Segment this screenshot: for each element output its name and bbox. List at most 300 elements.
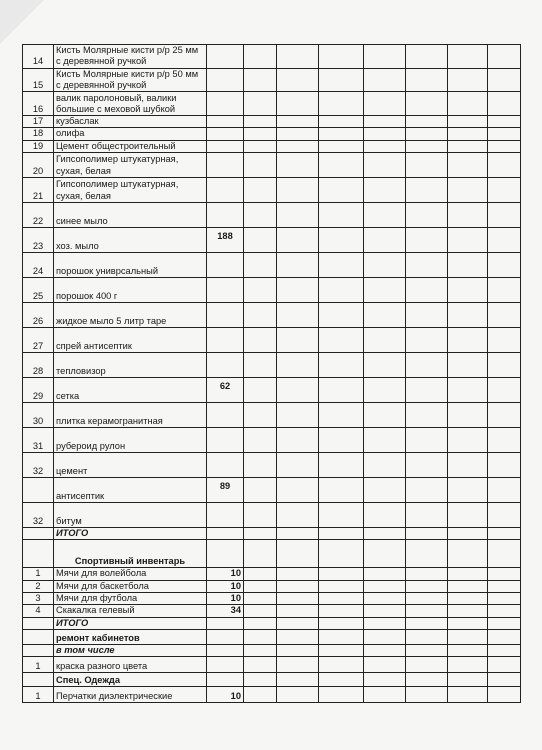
empty-cell — [448, 116, 488, 128]
item-name: краска разного цвета — [54, 657, 207, 673]
row-number — [23, 644, 54, 656]
empty-cell — [244, 687, 277, 703]
empty-cell — [448, 353, 488, 378]
item-quantity — [207, 68, 244, 92]
table-row — [23, 503, 521, 528]
item-name: Гипсополимер штукатурная, сухая, белая — [54, 153, 207, 178]
item-name: Гипсополимер штукатурная, сухая, белая — [54, 178, 207, 203]
empty-cell — [448, 128, 488, 140]
empty-cell — [319, 687, 364, 703]
item-quantity — [207, 617, 244, 629]
empty-cell — [488, 503, 521, 528]
item-quantity — [207, 128, 244, 140]
empty-cell — [406, 228, 448, 253]
empty-cell — [319, 228, 364, 253]
empty-cell — [244, 378, 277, 403]
item-name: кузбаслак — [54, 116, 207, 128]
empty-cell — [319, 657, 364, 673]
item-quantity — [207, 353, 244, 378]
item-quantity: 89 — [207, 478, 244, 503]
empty-cell — [319, 617, 364, 629]
empty-cell — [406, 278, 448, 303]
empty-cell — [364, 403, 406, 428]
empty-cell — [319, 128, 364, 140]
empty-cell — [448, 140, 488, 152]
item-name: олифа — [54, 128, 207, 140]
empty-cell — [244, 353, 277, 378]
empty-cell — [488, 140, 521, 152]
empty-cell — [277, 540, 319, 568]
empty-cell — [364, 657, 406, 673]
item-name: Мячи для баскетбола — [54, 580, 207, 592]
total-label: ИТОГО — [54, 528, 207, 540]
item-name: спрей антисептик — [54, 328, 207, 353]
empty-cell — [319, 592, 364, 604]
empty-cell — [488, 153, 521, 178]
empty-cell — [448, 378, 488, 403]
item-quantity — [207, 303, 244, 328]
row-number: 1 — [23, 657, 54, 673]
empty-cell — [448, 153, 488, 178]
empty-cell — [448, 303, 488, 328]
empty-cell — [406, 617, 448, 629]
empty-cell — [364, 453, 406, 478]
empty-cell — [488, 203, 521, 228]
empty-cell — [364, 687, 406, 703]
empty-cell — [277, 687, 319, 703]
row-number — [23, 629, 54, 644]
table-row — [23, 644, 521, 656]
row-number: 24 — [23, 253, 54, 278]
table-row — [23, 128, 521, 140]
item-quantity — [207, 253, 244, 278]
table-row — [23, 68, 521, 92]
table-row — [23, 378, 521, 403]
table-row — [23, 228, 521, 253]
row-number: 15 — [23, 68, 54, 92]
empty-cell — [244, 673, 277, 687]
empty-cell — [364, 540, 406, 568]
empty-cell — [488, 378, 521, 403]
empty-cell — [277, 203, 319, 228]
empty-cell — [448, 92, 488, 116]
empty-cell — [488, 478, 521, 503]
item-quantity — [207, 92, 244, 116]
empty-cell — [488, 428, 521, 453]
empty-cell — [244, 657, 277, 673]
empty-cell — [319, 68, 364, 92]
inventory-table — [22, 44, 521, 703]
item-quantity: 10 — [207, 592, 244, 604]
row-number: 20 — [23, 153, 54, 178]
empty-cell — [448, 657, 488, 673]
item-name: синее мыло — [54, 203, 207, 228]
empty-cell — [364, 153, 406, 178]
empty-cell — [406, 353, 448, 378]
empty-cell — [406, 92, 448, 116]
empty-cell — [406, 68, 448, 92]
empty-cell — [488, 528, 521, 540]
item-quantity — [207, 657, 244, 673]
empty-cell — [488, 228, 521, 253]
empty-cell — [319, 140, 364, 152]
empty-cell — [488, 644, 521, 656]
empty-cell — [448, 617, 488, 629]
empty-cell — [277, 592, 319, 604]
empty-cell — [364, 428, 406, 453]
row-number: 1 — [23, 687, 54, 703]
row-number: 1 — [23, 568, 54, 580]
empty-cell — [406, 178, 448, 203]
empty-cell — [244, 629, 277, 644]
empty-cell — [488, 617, 521, 629]
empty-cell — [244, 92, 277, 116]
empty-cell — [244, 592, 277, 604]
empty-cell — [406, 629, 448, 644]
empty-cell — [364, 140, 406, 152]
empty-cell — [364, 629, 406, 644]
row-number: 18 — [23, 128, 54, 140]
item-quantity — [207, 644, 244, 656]
empty-cell — [277, 92, 319, 116]
folded-corner — [0, 0, 44, 44]
empty-cell — [244, 303, 277, 328]
empty-cell — [319, 153, 364, 178]
section-title: ремонт кабинетов — [54, 629, 207, 644]
item-quantity — [207, 278, 244, 303]
empty-cell — [406, 657, 448, 673]
row-number: 26 — [23, 303, 54, 328]
empty-cell — [364, 203, 406, 228]
table-row — [23, 453, 521, 478]
item-name: порошок 400 г — [54, 278, 207, 303]
empty-cell — [448, 605, 488, 617]
empty-cell — [406, 503, 448, 528]
item-name: валик паролоновый, валики большие с меховой шубкой — [54, 92, 207, 116]
total-label: ИТОГО — [54, 617, 207, 629]
empty-cell — [364, 644, 406, 656]
table-row — [23, 629, 521, 644]
empty-cell — [488, 453, 521, 478]
empty-cell — [488, 673, 521, 687]
empty-cell — [277, 253, 319, 278]
item-quantity — [207, 503, 244, 528]
empty-cell — [277, 116, 319, 128]
empty-cell — [277, 303, 319, 328]
empty-cell — [448, 687, 488, 703]
section-title: Спортивный инвентарь — [54, 540, 207, 568]
empty-cell — [277, 68, 319, 92]
empty-cell — [277, 568, 319, 580]
empty-cell — [488, 128, 521, 140]
item-name: порошок униврсальный — [54, 253, 207, 278]
empty-cell — [277, 657, 319, 673]
empty-cell — [277, 153, 319, 178]
item-name: рубероид рулон — [54, 428, 207, 453]
empty-cell — [448, 568, 488, 580]
empty-cell — [364, 328, 406, 353]
empty-cell — [319, 580, 364, 592]
empty-cell — [406, 592, 448, 604]
row-number: 28 — [23, 353, 54, 378]
empty-cell — [406, 116, 448, 128]
empty-cell — [277, 673, 319, 687]
empty-cell — [406, 253, 448, 278]
row-number: 16 — [23, 92, 54, 116]
row-number: 32 — [23, 503, 54, 528]
empty-cell — [244, 605, 277, 617]
item-name: Мячи для волейбола — [54, 568, 207, 580]
item-quantity: 34 — [207, 605, 244, 617]
empty-cell — [319, 328, 364, 353]
table-row — [23, 140, 521, 152]
empty-cell — [448, 540, 488, 568]
row-number: 21 — [23, 178, 54, 203]
empty-cell — [406, 45, 448, 69]
item-quantity — [207, 178, 244, 203]
empty-cell — [488, 178, 521, 203]
empty-cell — [406, 605, 448, 617]
empty-cell — [448, 428, 488, 453]
empty-cell — [244, 140, 277, 152]
subsection-label: в том числе — [54, 644, 207, 656]
empty-cell — [448, 253, 488, 278]
table-row — [23, 580, 521, 592]
empty-cell — [277, 453, 319, 478]
row-number: 32 — [23, 453, 54, 478]
table-row — [23, 178, 521, 203]
empty-cell — [406, 328, 448, 353]
item-name: Мячи для футбола — [54, 592, 207, 604]
table-row — [23, 116, 521, 128]
empty-cell — [277, 644, 319, 656]
empty-cell — [488, 657, 521, 673]
row-number — [23, 540, 54, 568]
item-quantity — [207, 528, 244, 540]
empty-cell — [244, 428, 277, 453]
empty-cell — [448, 278, 488, 303]
row-number: 25 — [23, 278, 54, 303]
empty-cell — [277, 353, 319, 378]
empty-cell — [406, 378, 448, 403]
empty-cell — [364, 605, 406, 617]
empty-cell — [448, 203, 488, 228]
empty-cell — [448, 503, 488, 528]
table-row — [23, 303, 521, 328]
empty-cell — [244, 568, 277, 580]
empty-cell — [244, 278, 277, 303]
item-name: Цемент общестроительный — [54, 140, 207, 152]
empty-cell — [488, 629, 521, 644]
empty-cell — [488, 403, 521, 428]
empty-cell — [319, 378, 364, 403]
empty-cell — [488, 540, 521, 568]
empty-cell — [319, 353, 364, 378]
empty-cell — [448, 644, 488, 656]
empty-cell — [406, 580, 448, 592]
empty-cell — [448, 580, 488, 592]
item-quantity — [207, 629, 244, 644]
empty-cell — [244, 128, 277, 140]
empty-cell — [364, 303, 406, 328]
empty-cell — [364, 68, 406, 92]
item-quantity — [207, 453, 244, 478]
empty-cell — [244, 644, 277, 656]
empty-cell — [244, 453, 277, 478]
table-row — [23, 528, 521, 540]
empty-cell — [244, 540, 277, 568]
item-name: цемент — [54, 453, 207, 478]
item-name: битум — [54, 503, 207, 528]
empty-cell — [244, 45, 277, 69]
empty-cell — [277, 580, 319, 592]
table-row — [23, 328, 521, 353]
empty-cell — [406, 303, 448, 328]
empty-cell — [319, 629, 364, 644]
empty-cell — [406, 140, 448, 152]
item-name: плитка керамогранитная — [54, 403, 207, 428]
empty-cell — [364, 580, 406, 592]
empty-cell — [277, 128, 319, 140]
empty-cell — [319, 540, 364, 568]
empty-cell — [406, 453, 448, 478]
empty-cell — [319, 403, 364, 428]
empty-cell — [244, 178, 277, 203]
empty-cell — [319, 453, 364, 478]
empty-cell — [364, 128, 406, 140]
empty-cell — [406, 428, 448, 453]
section-title: Спец. Одежда — [54, 673, 207, 687]
empty-cell — [319, 605, 364, 617]
item-quantity: 10 — [207, 568, 244, 580]
item-quantity — [207, 428, 244, 453]
row-number: 22 — [23, 203, 54, 228]
row-number — [23, 617, 54, 629]
empty-cell — [319, 478, 364, 503]
empty-cell — [364, 228, 406, 253]
empty-cell — [488, 580, 521, 592]
empty-cell — [488, 353, 521, 378]
table-row — [23, 203, 521, 228]
item-quantity — [207, 153, 244, 178]
empty-cell — [364, 503, 406, 528]
empty-cell — [406, 478, 448, 503]
empty-cell — [277, 503, 319, 528]
item-name: Перчатки диэлектрические — [54, 687, 207, 703]
table-row — [23, 673, 521, 687]
item-name: антисептик — [54, 478, 207, 503]
empty-cell — [488, 303, 521, 328]
row-number: 27 — [23, 328, 54, 353]
empty-cell — [364, 178, 406, 203]
empty-cell — [364, 353, 406, 378]
empty-cell — [277, 278, 319, 303]
empty-cell — [319, 203, 364, 228]
empty-cell — [364, 92, 406, 116]
empty-cell — [319, 178, 364, 203]
row-number: 14 — [23, 45, 54, 69]
empty-cell — [488, 278, 521, 303]
table-row — [23, 540, 521, 568]
empty-cell — [277, 605, 319, 617]
empty-cell — [319, 278, 364, 303]
empty-cell — [488, 328, 521, 353]
empty-cell — [448, 629, 488, 644]
table-row — [23, 617, 521, 629]
empty-cell — [277, 328, 319, 353]
empty-cell — [319, 303, 364, 328]
empty-cell — [244, 580, 277, 592]
table-row — [23, 353, 521, 378]
table-row — [23, 278, 521, 303]
empty-cell — [448, 403, 488, 428]
empty-cell — [406, 128, 448, 140]
empty-cell — [364, 378, 406, 403]
item-quantity: 62 — [207, 378, 244, 403]
empty-cell — [488, 592, 521, 604]
item-quantity — [207, 540, 244, 568]
empty-cell — [244, 153, 277, 178]
empty-cell — [488, 253, 521, 278]
empty-cell — [488, 68, 521, 92]
row-number: 30 — [23, 403, 54, 428]
empty-cell — [448, 478, 488, 503]
table-row — [23, 253, 521, 278]
empty-cell — [319, 253, 364, 278]
item-name: сетка — [54, 378, 207, 403]
empty-cell — [448, 178, 488, 203]
table-row — [23, 478, 521, 503]
empty-cell — [448, 45, 488, 69]
empty-cell — [488, 92, 521, 116]
table-row — [23, 605, 521, 617]
empty-cell — [319, 92, 364, 116]
row-number — [23, 478, 54, 503]
item-name: хоз. мыло — [54, 228, 207, 253]
empty-cell — [448, 453, 488, 478]
empty-cell — [364, 673, 406, 687]
empty-cell — [277, 228, 319, 253]
empty-cell — [244, 203, 277, 228]
item-quantity: 10 — [207, 687, 244, 703]
empty-cell — [488, 568, 521, 580]
empty-cell — [244, 617, 277, 629]
empty-cell — [364, 592, 406, 604]
empty-cell — [319, 673, 364, 687]
empty-cell — [244, 228, 277, 253]
empty-cell — [277, 428, 319, 453]
row-number: 19 — [23, 140, 54, 152]
empty-cell — [488, 605, 521, 617]
item-quantity — [207, 203, 244, 228]
table-row — [23, 403, 521, 428]
item-quantity — [207, 673, 244, 687]
empty-cell — [448, 328, 488, 353]
empty-cell — [244, 403, 277, 428]
empty-cell — [244, 328, 277, 353]
empty-cell — [406, 203, 448, 228]
row-number — [23, 673, 54, 687]
empty-cell — [277, 478, 319, 503]
empty-cell — [406, 153, 448, 178]
empty-cell — [448, 68, 488, 92]
empty-cell — [406, 687, 448, 703]
item-quantity — [207, 140, 244, 152]
empty-cell — [364, 528, 406, 540]
empty-cell — [319, 116, 364, 128]
item-name: Скакалка гелевый — [54, 605, 207, 617]
empty-cell — [448, 228, 488, 253]
